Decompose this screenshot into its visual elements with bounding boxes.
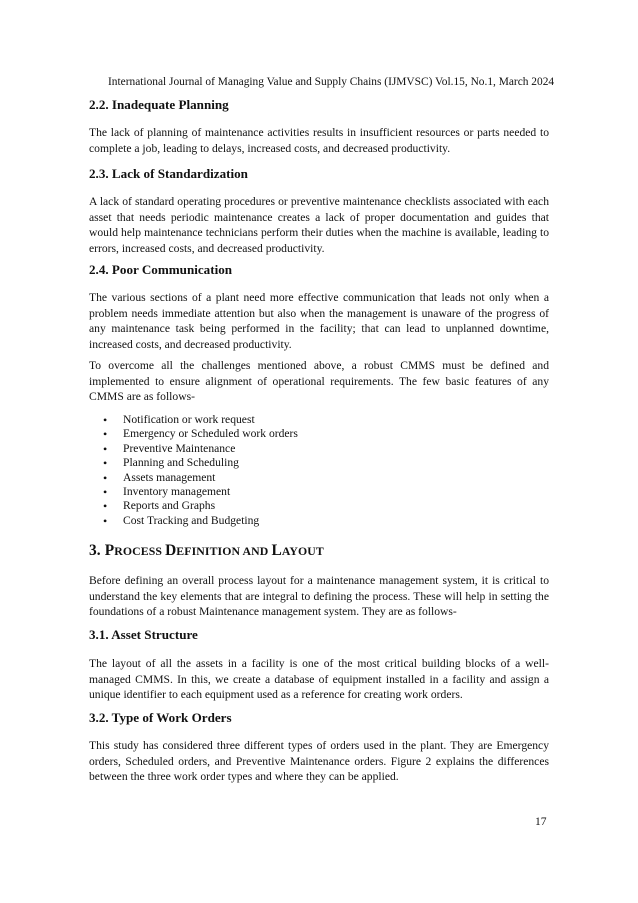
section-2-4-heading: 2.4. Poor Communication <box>89 262 233 277</box>
list-item: • Reports and Graphs <box>103 499 298 513</box>
section-2-3-paragraph: A lack of standard operating procedures or preventive maintenance checklists associated with each asset that needs periodic maintenance creates a lack of proper documentation and guides that would help maintenance technicians perform their duties when the machine is available, leading to errors, increased costs, and decreased productivity. <box>89 195 549 255</box>
section-2-4-paragraph-2: To overcome all the challenges mentioned above, a robust CMMS must be defined and implemented to ensure alignment of operational requirements. The few basic features of any CMMS are as follows- <box>89 359 549 404</box>
list-item: • Inventory management <box>103 485 298 499</box>
list-item: • Notification or work request <box>103 413 298 427</box>
section-2-2-paragraph: The lack of planning of maintenance activities results in insufficient resources or parts needed to complete a job, leading to delays, increased costs, and decreased productivity. <box>89 126 549 155</box>
section-3-1-heading: 3.1. Asset Structure <box>89 627 198 642</box>
section-2-4-paragraph-1: The various sections of a plant need more effective communication that leads not only when a problem needs immediate attention but also when the management is unaware of the progress of any maintenance task being performed in the facility; that can lead to unplanned downtime, increased costs, and decreased productivity. <box>89 291 549 351</box>
section-3-1-paragraph: The layout of all the assets in a facility is one of the most critical building blocks of a well-managed CMMS. In this, we create a database of equipment installed in a facility and assign a unique identifier to each equipment used as a reference for creating work orders. <box>89 657 549 702</box>
section-2-3-heading: 2.3. Lack of Standardization <box>89 166 248 181</box>
list-item: • Assets management <box>103 471 298 485</box>
section-3-heading: 3. PROCESS DEFINITION AND LAYOUT <box>89 542 324 559</box>
section-2-2-heading: 2.2. Inadequate Planning <box>89 97 229 112</box>
list-item: • Preventive Maintenance <box>103 442 298 456</box>
list-item: • Emergency or Scheduled work orders <box>103 427 298 441</box>
list-item: • Planning and Scheduling <box>103 456 298 470</box>
section-3-2-paragraph: This study has considered three different types of orders used in the plant. They are Emergency orders, Scheduled orders, and Preventive Maintenance orders. Figure 2 explains the differences between the three work order types and where they can be applied. <box>89 739 549 784</box>
running-header: International Journal of Managing Value and Supply Chains (IJMVSC) Vol.15, No.1, March 2024 <box>108 76 555 88</box>
cmms-features-list <box>103 413 298 528</box>
page-number: 17 <box>535 815 547 828</box>
section-3-2-heading: 3.2. Type of Work Orders <box>89 710 232 725</box>
section-3-number: 3. <box>89 542 105 559</box>
list-item: • Cost Tracking and Budgeting <box>103 514 298 528</box>
section-3-paragraph: Before defining an overall process layout for a maintenance management system, it is critical to understand the key elements that are integral to defining the process. These will help in setting the foundations of a robust Maintenance management system. They are as follows- <box>89 574 549 619</box>
